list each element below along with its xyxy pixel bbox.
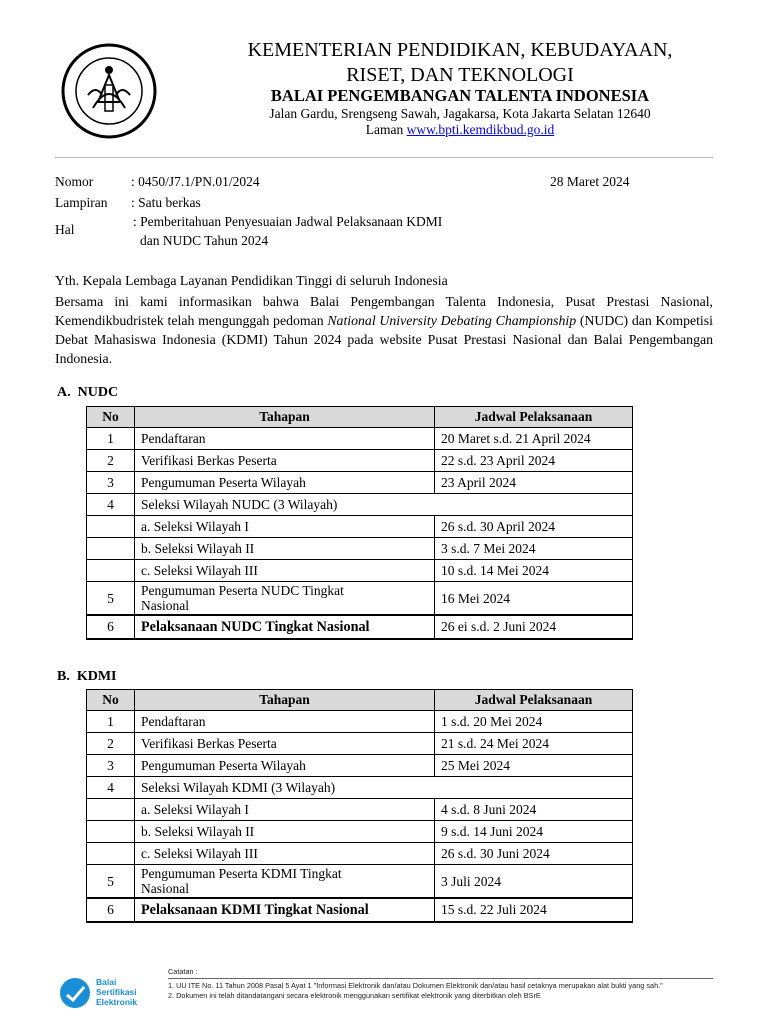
bsre-emblem-icon <box>58 976 92 1010</box>
table-row: 1 Pendaftaran 1 s.d. 20 Mei 2024 <box>87 711 633 733</box>
website-link[interactable]: www.bpti.kemdikbud.go.id <box>406 122 555 137</box>
header-jadwal: Jadwal Pelaksanaan <box>435 690 633 711</box>
table-row: c. Seleksi Wilayah III 26 s.d. 30 Juni 2024 <box>87 843 633 865</box>
section-a-heading: A. NUDC <box>57 385 119 400</box>
agency-address: Jalan Gardu, Srengseng Sawah, Jagakarsa, Kota Jakarta Selatan 12640 <box>269 106 651 121</box>
table-row: c. Seleksi Wilayah III 10 s.d. 14 Mei 2024 <box>87 560 633 582</box>
ministry-name: KEMENTERIAN PENDIDIKAN, KEBUDAYAAN, RISET, DAN TEKNOLOGI <box>247 39 673 86</box>
tut-wuri-handayani-logo <box>58 40 160 142</box>
table-row: 5 Pengumuman Peserta NUDC Tingkat Nasional 16 Mei 2024 <box>87 582 633 616</box>
table-row: a. Seleksi Wilayah I 4 s.d. 8 Juni 2024 <box>87 799 633 821</box>
agency-website: Laman www.bpti.kemdikbud.go.id <box>365 122 555 137</box>
header-divider <box>55 157 713 158</box>
table-row: b. Seleksi Wilayah II 3 s.d. 7 Mei 2024 <box>87 538 633 560</box>
header-no: No <box>87 690 135 711</box>
header-tahapan: Tahapan <box>135 407 435 428</box>
lampiran-label: Lampiran <box>55 195 108 210</box>
agency-name: BALAI PENGEMBANGAN TALENTA INDONESIA <box>270 86 650 105</box>
footer-notes: Catatan : 1. UU ITE No. 11 Tahun 2008 Pasal 5 Ayat 1 "Informasi Elektronik dan/atau Dokumen Elektronik dan/atau hasil cetaknya merupakan alat bukti yang sah." 2. Dokumen ini telah ditandatangani secara elektronik menggunakan sertifikat elektronik yang diterbitkan oleh BSrE <box>168 967 713 1001</box>
table-row: 4 Seleksi Wilayah KDMI (3 Wilayah) <box>87 777 633 799</box>
table-header-row <box>87 407 633 428</box>
hal-label: Hal <box>55 222 75 237</box>
intro-paragraph: Bersama ini kami informasikan bahwa Balai Pengembangan Talenta Indonesia, Pusat Prestasi Nasional, Kemendikbudristek telah mengunggah pedoman National University Debating Championship (NUDC) dan Kompetisi Debat Mahasiswa Indonesia (KDMI) Tahun 2024 pada website Pusat Prestasi Nasional dan Balai Pengembangan Indonesia. <box>55 294 713 366</box>
table-row: 1 Pendaftaran 20 Maret s.d. 21 April 2024 <box>87 428 633 450</box>
table-header-row <box>87 690 633 711</box>
footer-note-2: 2. Dokumen ini telah ditandatangani secara elektronik menggunakan sertifikat elektronik yang diterbitkan oleh BSrE <box>168 991 541 1000</box>
letter-date: 28 Maret 2024 <box>550 174 630 189</box>
footer-note-1: 1. UU ITE No. 11 Tahun 2008 Pasal 5 Ayat 1 "Informasi Elektronik dan/atau Dokumen Elektronik dan/atau hasil cetaknya merupakan alat bukti yang sah." <box>168 981 663 990</box>
nudc-schedule-table <box>86 406 633 640</box>
hal-value: : Pemberitahuan Penyesuaian Jadwal Pelaksanaan KDMI dan NUDC Tahun 2024 <box>133 214 443 248</box>
nomor-label: Nomor <box>55 174 94 189</box>
header-tahapan: Tahapan <box>135 690 435 711</box>
header-jadwal: Jadwal Pelaksanaan <box>435 407 633 428</box>
lampiran-value: : Satu berkas <box>131 195 201 210</box>
section-b-heading: B. KDMI <box>57 669 117 684</box>
salutation: Yth. Kepala Lembaga Layanan Pendidikan Tinggi di seluruh Indonesia <box>55 273 448 288</box>
table-row: 2 Verifikasi Berkas Peserta 22 s.d. 23 April 2024 <box>87 450 633 472</box>
table-row: 5 Pengumuman Peserta KDMI Tingkat Nasional 3 Juli 2024 <box>87 865 633 899</box>
kdmi-schedule-table <box>86 689 633 923</box>
table-row: 6 Pelaksanaan KDMI Tingkat Nasional 15 s.d. 22 Juli 2024 <box>87 898 633 922</box>
table-row: 3 Pengumuman Peserta Wilayah 23 April 2024 <box>87 472 633 494</box>
bsre-logo: Balai Sertifikasi Elektronik <box>58 974 154 1012</box>
header-no: No <box>87 407 135 428</box>
table-row: a. Seleksi Wilayah I 26 s.d. 30 April 2024 <box>87 516 633 538</box>
table-row: 3 Pengumuman Peserta Wilayah 25 Mei 2024 <box>87 755 633 777</box>
table-row: 2 Verifikasi Berkas Peserta 21 s.d. 24 Mei 2024 <box>87 733 633 755</box>
table-row: 4 Seleksi Wilayah NUDC (3 Wilayah) <box>87 494 633 516</box>
table-row: b. Seleksi Wilayah II 9 s.d. 14 Juni 2024 <box>87 821 633 843</box>
table-row: 6 Pelaksanaan NUDC Tingkat Nasional 26 ei s.d. 2 Juni 2024 <box>87 615 633 639</box>
nomor-value: : 0450/J7.1/PN.01/2024 <box>131 174 260 189</box>
